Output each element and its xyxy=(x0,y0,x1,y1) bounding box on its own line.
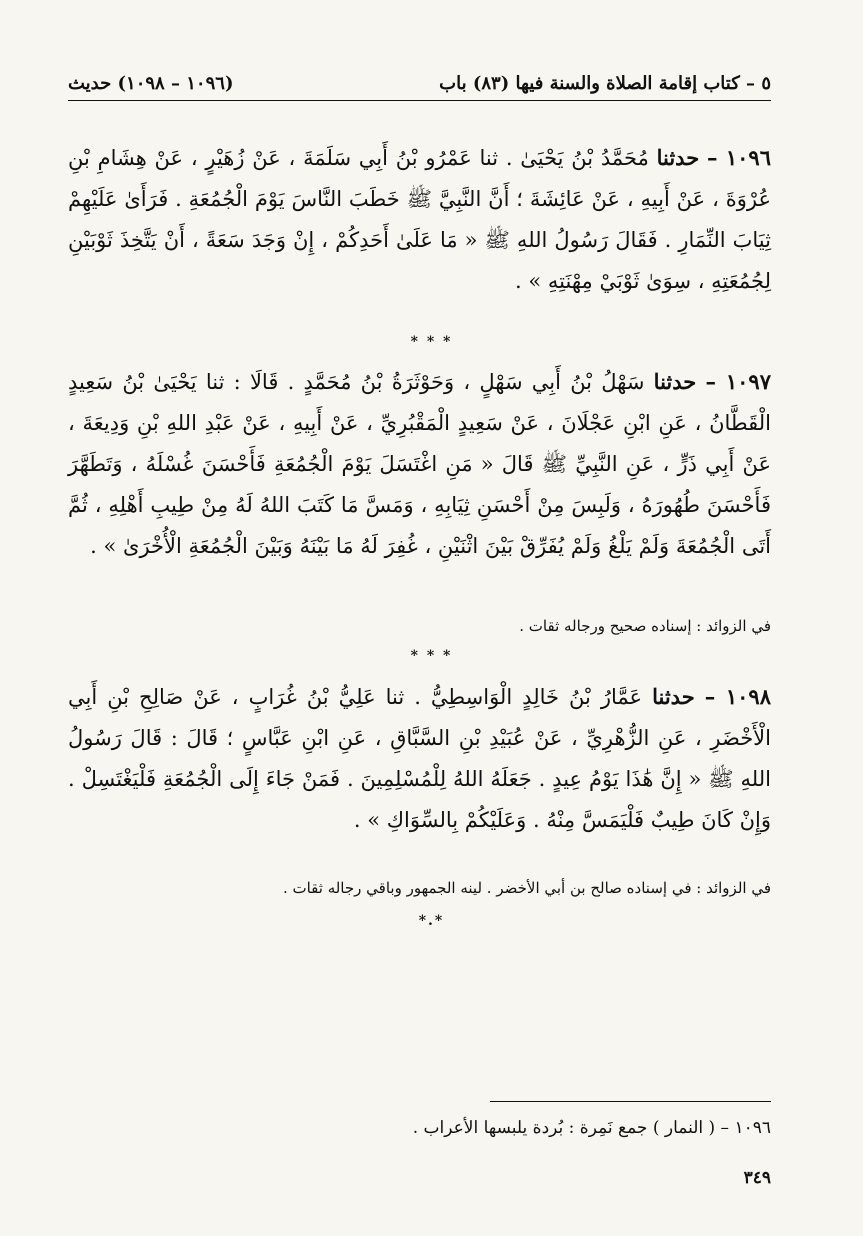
hadith-1098 xyxy=(68,676,771,841)
header-hadith-range: (١٠٩٦ – ١٠٩٨) حديث xyxy=(68,72,234,94)
header-chapter-title: ٥ – كتاب إقامة الصلاة والسنة فيها (٨٣) باب xyxy=(439,72,771,94)
hadith-1096 xyxy=(68,137,771,302)
header-rule xyxy=(68,100,771,101)
hadith-label: حدثنا xyxy=(653,369,697,394)
separator-stars: * * * xyxy=(410,648,453,664)
footnote-rule xyxy=(490,1101,771,1102)
hadith-number: ١٠٩٦ – xyxy=(706,145,771,170)
separator-stars: * * * xyxy=(410,334,453,350)
hadith-number: ١٠٩٨ – xyxy=(704,684,771,709)
hadith-1097 xyxy=(68,361,771,567)
zawaid-note-1097: في الزوائد : إسناده صحيح ورجاله ثقات . xyxy=(519,617,771,635)
hadith-number: ١٠٩٧ – xyxy=(705,369,771,394)
hadith-text: سَهْلُ بْنُ أَبِي سَهْلٍ ، وَحَوْثَرَةُ بْنُ مُحَمَّدٍ . قَالَا : ثنا يَحْيَىٰ بْنُ سَعِيدٍ الْقَطَّانُ ، عَنِ ابْنِ عَجْلَانَ ، عَنْ سَعِيدٍ الْمَقْبُرِيِّ ، عَنْ أَبِيهِ ، عَنْ عَبْدِ اللهِ بْنِ وَدِيعَةَ ، عَنْ أَبِي ذَرٍّ ، عَنِ النَّبِيِّ ﷺ قَالَ « مَنِ اغْتَسَلَ يَوْمَ الْجُمُعَةِ فَأَحْسَنَ غُسْلَهُ ، وَتَطَهَّرَ فَأَحْسَنَ طُهُورَهُ ، وَلَبِسَ مِنْ أَحْسَنِ ثِيَابِهِ ، وَمَسَّ مَا كَتَبَ اللهُ لَهُ مِنْ طِيبِ أَهْلِهِ ، ثُمَّ أَتَى الْجُمُعَةَ وَلَمْ يَلْغُ وَلَمْ يُفَرِّقْ بَيْنَ اثْنَيْنِ ، غُفِرَ لَهُ مَا بَيْنَهُ وَبَيْنَ الْجُمُعَةِ الْأُخْرَىٰ » . xyxy=(68,370,771,558)
hadith-label: حدثنا xyxy=(652,684,695,709)
hadith-text: عَمَّارُ بْنُ خَالِدٍ الْوَاسِطِيُّ . ثنا عَلِيُّ بْنُ غُرَابٍ ، عَنْ صَالِحِ بْنِ أَبِي الْأَخْضَرِ ، عَنِ الزُّهْرِيِّ ، عَنْ عُبَيْدِ بْنِ السَّبَّاقِ ، عَنِ ابْنِ عَبَّاسٍ ؛ قَالَ : قَالَ رَسُولُ اللهِ ﷺ « إِنَّ هَٰذَا يَوْمُ عِيدٍ . جَعَلَهُ اللهُ لِلْمُسْلِمِينَ . فَمَنْ جَاءَ إِلَى الْجُمُعَةِ فَلْيَغْتَسِلْ . وَإِنْ كَانَ طِيبٌ فَلْيَمَسَّ مِنْهُ . وَعَلَيْكُمْ بِالسِّوَاكِ » . xyxy=(68,685,771,832)
end-mark: *.* xyxy=(418,913,445,929)
zawaid-note-1098: في الزوائد : في إسناده صالح بن أبي الأخضر . لينه الجمهور وباقي رجاله ثقات . xyxy=(282,879,771,897)
running-header xyxy=(68,66,771,100)
hadith-label: حدثنا xyxy=(656,145,700,170)
hadith-text: مُحَمَّدُ بْنُ يَحْيَىٰ . ثنا عَمْرُو بْنُ أَبِي سَلَمَةَ ، عَنْ زُهَيْرٍ ، عَنْ هِشَامِ بْنِ عُرْوَةَ ، عَنْ أَبِيهِ ، عَنْ عَائِشَةَ ؛ أَنَّ النَّبِيَّ ﷺ خَطَبَ النَّاسَ يَوْمَ الْجُمُعَةِ . فَرَأَىٰ عَلَيْهِمْ ثِيَابَ النِّمَارِ . فَقَالَ رَسُولُ اللهِ ﷺ « مَا عَلَىٰ أَحَدِكُمْ ، إِنْ وَجَدَ سَعَةً ، أَنْ يَتَّخِذَ ثَوْبَيْنِ لِجُمُعَتِهِ ، سِوَىٰ ثَوْبَيْ مِهْنَتِهِ » . xyxy=(68,146,771,293)
page-number: ٣٤٩ xyxy=(743,1168,771,1188)
footnote: ١٠٩٦ – ( النمار ) جمع نَمِرة : بُردة يلبسها الأعراب . xyxy=(412,1118,771,1138)
